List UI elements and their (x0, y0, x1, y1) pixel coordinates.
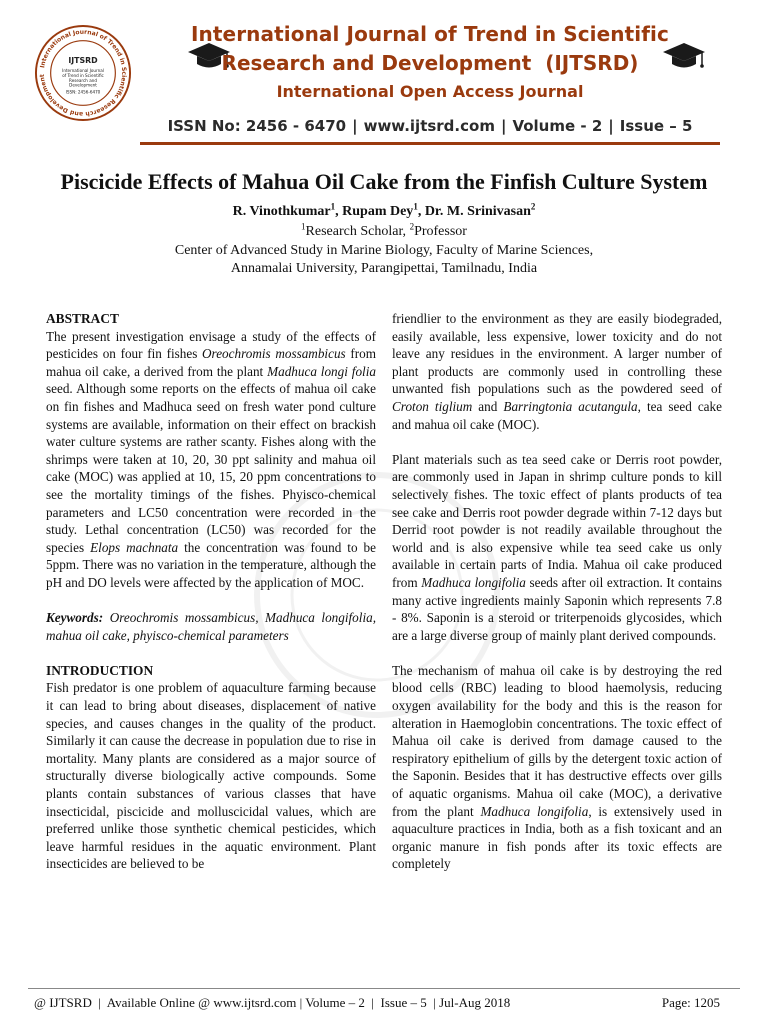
text-run: , is extensively used in aquaculture practices in India, both as a fish toxicant and an organic manure in fish ponds after its toxic effects are completely (392, 803, 722, 872)
volume-label: Volume - 2 (512, 117, 603, 135)
author-separator: , (417, 204, 425, 219)
issn-number: ISSN No: 2456 - 6470 (167, 117, 347, 135)
italic-text-run: Oreochromis mossambicus, Madhuca longifolia, mahua oil cake, phyisco-chemical parameters (46, 610, 376, 643)
svg-text:Research and: Research and (69, 77, 97, 83)
section-heading: ABSTRACT (46, 311, 119, 326)
author-name: Dr. M. Srinivasan (424, 204, 531, 219)
paragraph-spacer (46, 644, 376, 662)
italic-text-run: Madhuca longifolia (421, 574, 526, 590)
author-affil-marker: 2 (530, 201, 536, 212)
text-run: Plant materials such as tea seed cake or Derris root powder, are commonly used in Japan in shrimp culture ponds to kill selectively fishes. The toxic effect of plants products of tea see cake and Derris root powder degrade within 7-12 days but Derrid root powder is not readily available throughout the world and is also expensive while tea seed cake us only available in certain parts of India. Mahua oil cake produced from (392, 451, 722, 590)
text-run: from mahua oil cake, a derived from the plant (46, 346, 376, 379)
separator: | (608, 117, 614, 135)
author-roles (0, 221, 768, 240)
journal-website: www.ijtsrd.com (363, 117, 495, 135)
author-name: R. Vinothkumar (232, 204, 331, 219)
text-run: Fish predator is one problem of aquaculture farming because it can lead to bring about diseases, displacement of native species, and causes changes in the quality of the product. Similarly it can cause the decrease in population due to rise in mortality. Many plants are considered as a major source of structurally diverse biologically active compounds. Some plants contain substances of various classes that have insecticidal, piscicide and molluscicidal values, which are preferred unlike those synthetic chemical pesticides, which leave harmful residues in the aquatic environment. Plant insecticides are believed to be (46, 680, 376, 872)
right-column (392, 310, 722, 873)
body-paragraph (46, 679, 376, 873)
separator: | (500, 117, 507, 135)
author-affil-marker: 1 (330, 201, 336, 212)
role-label: Professor (414, 224, 467, 239)
italic-text-run: Keywords: (46, 610, 104, 626)
text-run: the concentration was found to be 5ppm. There was no variation in the temperature, although the pH and DO levels were affected by the application of MOC. (46, 539, 376, 590)
italic-text-run: Madhuca longi folia (267, 363, 376, 379)
author-name: Rupam Dey (342, 204, 414, 219)
journal-name-line2: Research and Development (IJTSRD) (221, 51, 639, 75)
body-paragraph (46, 328, 376, 592)
text-run: friendlier to the environment as they are easily biodegraded, easily available, less expensive, lower toxicity and do not leave any residues in the environment. A larger number of plant products are commonly used in controlling these unwanted fish populations such as the powdered seed of (392, 311, 722, 397)
left-column (46, 310, 376, 873)
affiliation-line: Annamalai University, Parangipettai, Tamilnadu, India (230, 261, 538, 276)
paragraph-spacer (46, 592, 376, 610)
journal-masthead (0, 0, 768, 158)
svg-text:International Journal of Trend: International Journal of Trend in Scientific Research and Development (38, 28, 128, 118)
text-run: , tea seed cake and mahua oil cake (MOC). (392, 398, 722, 432)
page-footer (34, 995, 734, 1011)
author-affil-marker: 1 (413, 201, 418, 212)
role-marker: 1 (301, 221, 306, 232)
text-run: seed. Although some reports on the effects of mahua oil cake on fin fishes and Madhuca seed on fresh water pond culture systems are available, information on their effect on brackish water culture systems are rather scanty. Fishes along with the shrimps were taken at 10, 20, 30 ppt salinity and mahua oil cake (MOC) was applied at 10, 15, 20 ppm concentrations to see the mortality timings of the fishes. Phyisco-chemical parameters and LC50 concentration were recorded in the study. Lethal concentration (LC50) was recorded for the species (46, 381, 376, 555)
affiliation-line: Center of Advanced Study in Marine Biology, Faculty of Marine Sciences, (174, 243, 594, 258)
italic-text-run: Madhuca longifolia (480, 803, 589, 819)
text-run: The mechanism of mahua oil cake is by destroying the red blood cells (RBC) leading to blood haemolysis, reducing oxygen availability for the body and this is the reason for alteration in Haemoglobin concentrations. The toxic effect of Mahua oil cake is derived from damage caused to the respiratory epithelium of gills by the detergent toxic action of the Saponin. Besides that it has destructive effects over gills of aquatic organisms. Mahua oil cake (MOC), a derivative from the plant (392, 662, 722, 819)
body-paragraph (392, 310, 722, 433)
journal-subtitle: International Open Access Journal (276, 82, 584, 101)
body-paragraph (392, 662, 722, 873)
paragraph-spacer (392, 644, 722, 662)
italic-text-run: Oreochromis mossambicus (202, 346, 346, 362)
role-marker: 2 (409, 221, 415, 232)
italic-text-run: Croton tiglium (392, 398, 473, 414)
author-list (0, 201, 768, 220)
svg-text:Development: Development (69, 82, 97, 88)
paper-title: Piscicide Effects of Mahua Oil Cake from the Finfish Culture System (60, 169, 708, 194)
body-paragraph (392, 451, 722, 645)
journal-seal-logo (34, 24, 132, 122)
paragraph-spacer (392, 433, 722, 451)
svg-text:International Journal: International Journal (62, 68, 104, 74)
role-label: Research Scholar, (305, 224, 410, 239)
body-paragraph (46, 609, 376, 644)
author-separator: , (335, 204, 343, 219)
text-run: and (472, 398, 504, 414)
svg-text:of Trend in Scientific: of Trend in Scientific (62, 72, 104, 78)
text-run: The present investigation envisage a study of the effects of pesticides on four fin fishes (46, 328, 376, 362)
section-heading: INTRODUCTION (46, 662, 154, 678)
issn-bar (130, 117, 730, 135)
footer-citation: @ IJTSRD | Available Online @ www.ijtsrd.com | Volume – 2 | Issue – 5 | Jul-Aug 2018 (34, 995, 511, 1010)
journal-name-line1: International Journal of Trend in Scientific (191, 22, 669, 46)
footer-divider (28, 988, 740, 989)
separator: | (352, 117, 358, 135)
issue-label: Issue – 5 (619, 117, 693, 135)
text-run: seeds after oil extraction. It contains many active ingredients mainly Saponin which represents 7.8 - 8%. Saponin is a steroid or triterpenoids glycosides, which are a large diverse group of mainly plant derived compounds. (392, 574, 722, 643)
svg-text:IJTSRD: IJTSRD (68, 56, 98, 66)
italic-text-run: Barringtonia acutangula (503, 398, 638, 414)
svg-text:ISSN: 2456-6470: ISSN: 2456-6470 (65, 89, 101, 95)
header-divider (140, 142, 720, 145)
italic-text-run: Elops machnata (90, 539, 179, 555)
page-number: Page: 1205 (661, 995, 720, 1010)
